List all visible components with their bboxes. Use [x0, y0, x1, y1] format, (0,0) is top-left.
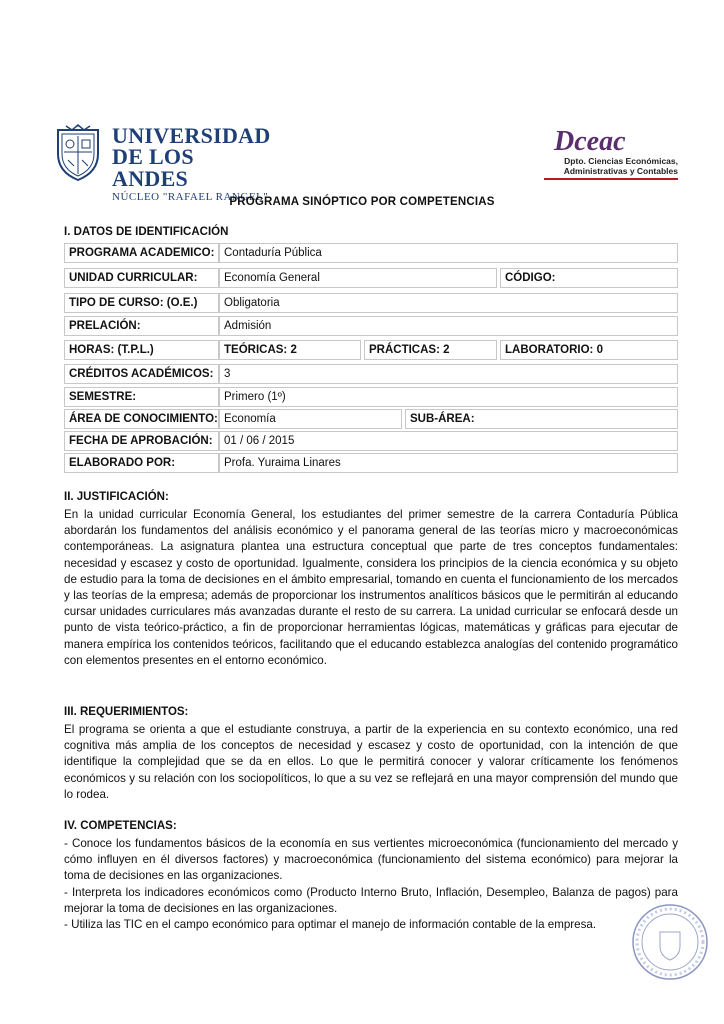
section-justification-heading: II. JUSTIFICACIÓN:: [64, 491, 169, 503]
table-row: [64, 409, 678, 431]
practicas-value: PRÁCTICAS: 2: [364, 340, 497, 360]
department-name-line2: Administrativas y Contables: [563, 166, 678, 176]
elaborado-value: Profa. Yuraima Linares: [219, 453, 678, 473]
table-row: [64, 316, 678, 338]
university-logo: [52, 123, 271, 203]
university-name-line1: UNIVERSIDAD: [112, 123, 271, 148]
section-requirements-heading: III. REQUERIMIENTOS:: [64, 706, 189, 718]
area-label: ÁREA DE CONOCIMIENTO:: [64, 409, 219, 429]
document-title: PROGRAMA SINÓPTICO POR COMPETENCIAS: [229, 196, 495, 208]
prelacion-value: Admisión: [219, 316, 678, 336]
elaborado-label: ELABORADO POR:: [64, 453, 219, 473]
creditos-value: 3: [219, 364, 678, 384]
competencies-list: [64, 836, 678, 933]
table-row: [64, 431, 678, 453]
unidad-value: Economía General: [219, 268, 497, 288]
table-row: [64, 268, 678, 290]
table-row: [64, 340, 678, 362]
table-row: [64, 387, 678, 409]
table-row: [64, 243, 678, 265]
table-row: [64, 364, 678, 386]
programa-label: PROGRAMA ACADEMICO:: [64, 243, 219, 263]
department-logo-underline: [544, 178, 678, 180]
creditos-label: CRÉDITOS ACADÉMICOS:: [64, 364, 219, 384]
university-seal-icon: [52, 124, 104, 182]
requirements-text: El programa se orienta a que el estudiante construya, a partir de la experiencia en su contexto económico, una red cognitiva más amplia de los conceptos de necesidad y escasez y costo de oportunidad, con la intención de que identifique la complejidad que se da en ellos. Lo que le permitirá conocer y valorar críticamente los fenómenos económicos y su relación con los sociopolíticos, lo que a su vez se reflejará en una mayor comprensión del mundo que lo rodea.: [64, 723, 678, 801]
university-campus: NÚCLEO "RAFAEL RANGEL": [112, 191, 269, 203]
department-logo-word: Dceac: [554, 126, 626, 157]
semestre-value: Primero (1º): [219, 387, 678, 407]
department-name: [540, 156, 678, 176]
table-row: [64, 293, 678, 315]
subarea-label: SUB-ÁREA:: [405, 409, 678, 429]
university-name-line2: DE LOS ANDES: [112, 144, 194, 191]
tipo-curso-label: TIPO DE CURSO: (O.E.): [64, 293, 219, 313]
horas-label: HORAS: (T.P.L.): [64, 340, 219, 360]
teoricas-value: TEÓRICAS: 2: [219, 340, 361, 360]
prelacion-label: PRELACIÓN:: [64, 316, 219, 336]
area-value: Economía: [219, 409, 402, 429]
section-identification-heading: I. DATOS DE IDENTIFICACIÓN: [64, 226, 229, 238]
justification-text: En la unidad curricular Economía General, los estudiantes del primer semestre de la carrera Contaduría Pública abordarán los fundamentos del análisis económico y el panorama general de las teorías micro y macroeconómicas contemporáneas. La asignatura plantea una estructura conceptual que parte de tres conceptos fundamentales: necesidad y escasez y costo de oportunidad. Igualmente, considera los principios de la ciencia económica y su objeto de estudio para la toma de decisiones en el ámbito empresarial, tomando en cuenta el funcionamiento de los mercados y las teorías de la empresa; además de proporcionar los instrumentos analíticos básicos que le permitirán al educando cursar unidades curriculares más avanzadas durante el resto de su carrera. La unidad curricular se enfocará desde un punto de vista teórico-práctico, a fin de proporcionar herramientas lógicas, matemáticas y gráficas para ejecutar de manera empírica los contenidos teóricos, facilitando que el educando establezca analogías del contenido programático con elementos presentes en el entorno económico.: [64, 508, 678, 667]
table-row: [64, 453, 678, 475]
semestre-label: SEMESTRE:: [64, 387, 219, 407]
laboratorio-value: LABORATORIO: 0: [500, 340, 678, 360]
programa-value: Contaduría Pública: [219, 243, 678, 263]
list-item: - Interpreta los indicadores económicos como (Producto Interno Bruto, Inflación, Desempleo, Balanza de pagos) para mejorar la toma de decisiones en las organizaciones.: [64, 885, 678, 915]
section-competencies-heading: IV. COMPETENCIAS:: [64, 820, 177, 832]
list-item: - Utiliza las TIC en el campo económico para optimar el manejo de información contable de la empresa.: [64, 918, 597, 932]
department-name-line1: Dpto. Ciencias Económicas,: [564, 156, 678, 166]
department-logo: [536, 126, 678, 180]
fecha-label: FECHA DE APROBACIÓN:: [64, 431, 219, 451]
unidad-label: UNIDAD CURRICULAR:: [64, 268, 219, 288]
codigo-label: CÓDIGO:: [500, 268, 678, 288]
list-item: - Conoce los fundamentos básicos de la economía en sus vertientes microeconómica (funcionamiento del mercado y cómo influyen en él diversos factores) y macroeconómica (funcionamiento del sistema económico) para mejorar la toma de decisiones en las organizaciones.: [64, 837, 678, 883]
official-stamp-icon: [630, 902, 710, 982]
fecha-value: 01 / 06 / 2015: [219, 431, 678, 451]
tipo-curso-value: Obligatoria: [219, 293, 678, 313]
